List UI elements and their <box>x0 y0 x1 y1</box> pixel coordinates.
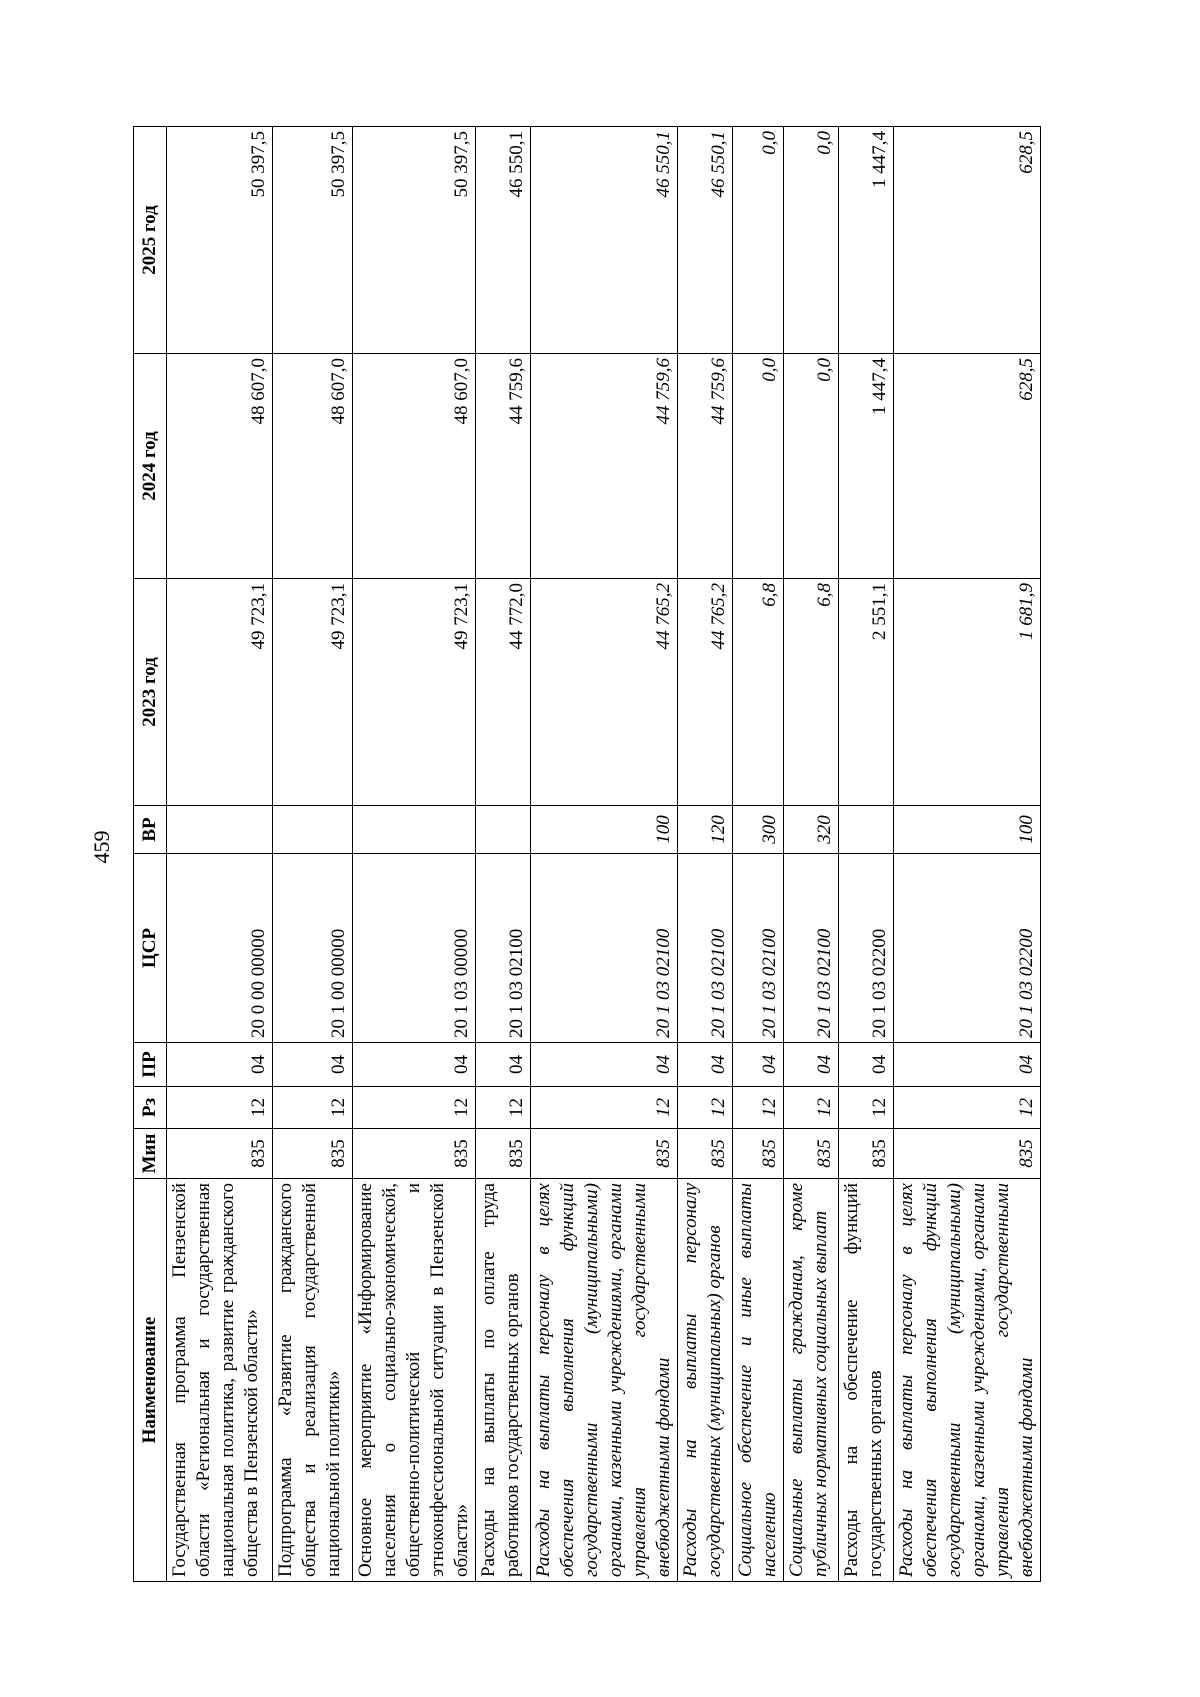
row-name: Расходы на выплаты персоналу в целях обеспечения выполнения функций государственными (муниципальными) органами, казенными учреждениями, органами управления государственными внебюджетными фондами <box>531 1179 678 1582</box>
row-vr: 120 <box>678 806 733 854</box>
row-2024: 628,5 <box>894 354 1041 579</box>
header-rz: Рз <box>134 1087 167 1129</box>
row-name: Подпрограмма «Развитие гражданского общества и реализация государственной национальной политики» <box>273 1179 353 1582</box>
row-min: 835 <box>531 1129 678 1179</box>
row-name: Государственная программа Пензенской области «Региональная и государственная национальная политика, развитие гражданского общества в Пензенской области» <box>167 1179 273 1582</box>
row-min: 835 <box>273 1129 353 1179</box>
row-2024: 0,0 <box>733 354 784 579</box>
row-2023: 44 772,0 <box>476 579 531 806</box>
row-name: Расходы на обеспечение функций государственных органов <box>839 1179 894 1582</box>
row-min: 835 <box>353 1129 476 1179</box>
row-csr: 20 1 03 02100 <box>784 854 839 1043</box>
row-name: Расходы на выплаты персоналу в целях обеспечения выполнения функций государственными (муниципальными) органами, казенными учреждениями, органами управления государственными внебюджетными фондами <box>894 1179 1041 1582</box>
row-2023: 6,8 <box>784 579 839 806</box>
row-vr: 100 <box>894 806 1041 854</box>
row-2023: 44 765,2 <box>531 579 678 806</box>
row-rz: 12 <box>678 1087 733 1129</box>
row-2023: 2 551,1 <box>839 579 894 806</box>
row-2025: 50 397,5 <box>167 127 273 354</box>
table-row <box>167 127 273 1582</box>
row-min: 835 <box>167 1129 273 1179</box>
row-rz: 12 <box>353 1087 476 1129</box>
header-2025: 2025 год <box>134 127 167 354</box>
row-2024: 0,0 <box>784 354 839 579</box>
row-name: Социальное обеспечение и иные выплаты населению <box>733 1179 784 1582</box>
row-2025: 46 550,1 <box>678 127 733 354</box>
row-csr: 20 1 03 02200 <box>894 854 1041 1043</box>
row-csr: 20 1 03 02100 <box>678 854 733 1043</box>
table-row <box>839 127 894 1582</box>
row-2023: 6,8 <box>733 579 784 806</box>
table-row <box>353 127 476 1582</box>
row-csr: 20 1 03 02100 <box>733 854 784 1043</box>
row-pr: 04 <box>733 1043 784 1087</box>
header-vr: ВР <box>134 806 167 854</box>
row-pr: 04 <box>273 1043 353 1087</box>
table-row <box>531 127 678 1582</box>
row-2024: 48 607,0 <box>273 354 353 579</box>
table-row <box>678 127 733 1582</box>
row-rz: 12 <box>476 1087 531 1129</box>
row-csr: 20 0 00 00000 <box>167 854 273 1043</box>
row-2023: 49 723,1 <box>353 579 476 806</box>
row-pr: 04 <box>167 1043 273 1087</box>
row-csr: 20 1 03 02100 <box>531 854 678 1043</box>
table-row <box>476 127 531 1582</box>
row-2025: 50 397,5 <box>353 127 476 354</box>
header-min: Мин <box>134 1129 167 1179</box>
row-2023: 44 765,2 <box>678 579 733 806</box>
row-pr: 04 <box>678 1043 733 1087</box>
row-rz: 12 <box>894 1087 1041 1129</box>
row-pr: 04 <box>784 1043 839 1087</box>
row-pr: 04 <box>894 1043 1041 1087</box>
row-2023: 1 681,9 <box>894 579 1041 806</box>
row-vr <box>167 806 273 854</box>
row-csr: 20 1 00 00000 <box>273 854 353 1043</box>
row-name: Расходы на выплаты по оплате труда работников государственных органов <box>476 1179 531 1582</box>
row-2025: 46 550,1 <box>476 127 531 354</box>
table-row <box>273 127 353 1582</box>
row-2024: 48 607,0 <box>167 354 273 579</box>
row-vr: 300 <box>733 806 784 854</box>
row-rz: 12 <box>784 1087 839 1129</box>
row-name: Социальные выплаты гражданам, кроме публичных нормативных социальных выплат <box>784 1179 839 1582</box>
header-pr: ПР <box>134 1043 167 1087</box>
row-rz: 12 <box>273 1087 353 1129</box>
row-min: 835 <box>733 1129 784 1179</box>
table-row <box>784 127 839 1582</box>
rotated-table-container <box>133 127 1046 1582</box>
row-2025: 50 397,5 <box>273 127 353 354</box>
row-2025: 628,5 <box>894 127 1041 354</box>
row-name: Основное мероприятие «Информирование населения о социально-экономической, общественно-политической и этноконфессиональной ситуации в Пензенской области» <box>353 1179 476 1582</box>
row-vr <box>273 806 353 854</box>
row-rz: 12 <box>839 1087 894 1129</box>
row-2023: 49 723,1 <box>273 579 353 806</box>
row-csr: 20 1 03 02200 <box>839 854 894 1043</box>
row-2025: 1 447,4 <box>839 127 894 354</box>
header-2023: 2023 год <box>134 579 167 806</box>
row-min: 835 <box>784 1129 839 1179</box>
row-csr: 20 1 03 00000 <box>353 854 476 1043</box>
row-min: 835 <box>678 1129 733 1179</box>
row-pr: 04 <box>353 1043 476 1087</box>
row-min: 835 <box>839 1129 894 1179</box>
row-2024: 44 759,6 <box>678 354 733 579</box>
row-vr <box>353 806 476 854</box>
row-2025: 0,0 <box>784 127 839 354</box>
header-row <box>134 127 167 1582</box>
page-number: 459 <box>89 830 114 864</box>
row-csr: 20 1 03 02100 <box>476 854 531 1043</box>
table-row <box>894 127 1041 1582</box>
row-2025: 46 550,1 <box>531 127 678 354</box>
header-name: Наименование <box>134 1179 167 1582</box>
header-csr: ЦСР <box>134 854 167 1043</box>
row-2024: 48 607,0 <box>353 354 476 579</box>
row-2024: 44 759,6 <box>476 354 531 579</box>
row-rz: 12 <box>167 1087 273 1129</box>
row-rz: 12 <box>531 1087 678 1129</box>
row-min: 835 <box>476 1129 531 1179</box>
row-vr <box>476 806 531 854</box>
budget-table <box>133 126 1041 1582</box>
table-row <box>733 127 784 1582</box>
row-pr: 04 <box>476 1043 531 1087</box>
header-2024: 2024 год <box>134 354 167 579</box>
row-vr: 320 <box>784 806 839 854</box>
row-2023: 49 723,1 <box>167 579 273 806</box>
row-name: Расходы на выплаты персоналу государственных (муниципальных) органов <box>678 1179 733 1582</box>
row-vr: 100 <box>531 806 678 854</box>
row-pr: 04 <box>839 1043 894 1087</box>
row-2024: 44 759,6 <box>531 354 678 579</box>
row-2025: 0,0 <box>733 127 784 354</box>
row-vr <box>839 806 894 854</box>
row-rz: 12 <box>733 1087 784 1129</box>
row-pr: 04 <box>531 1043 678 1087</box>
row-2024: 1 447,4 <box>839 354 894 579</box>
row-min: 835 <box>894 1129 1041 1179</box>
